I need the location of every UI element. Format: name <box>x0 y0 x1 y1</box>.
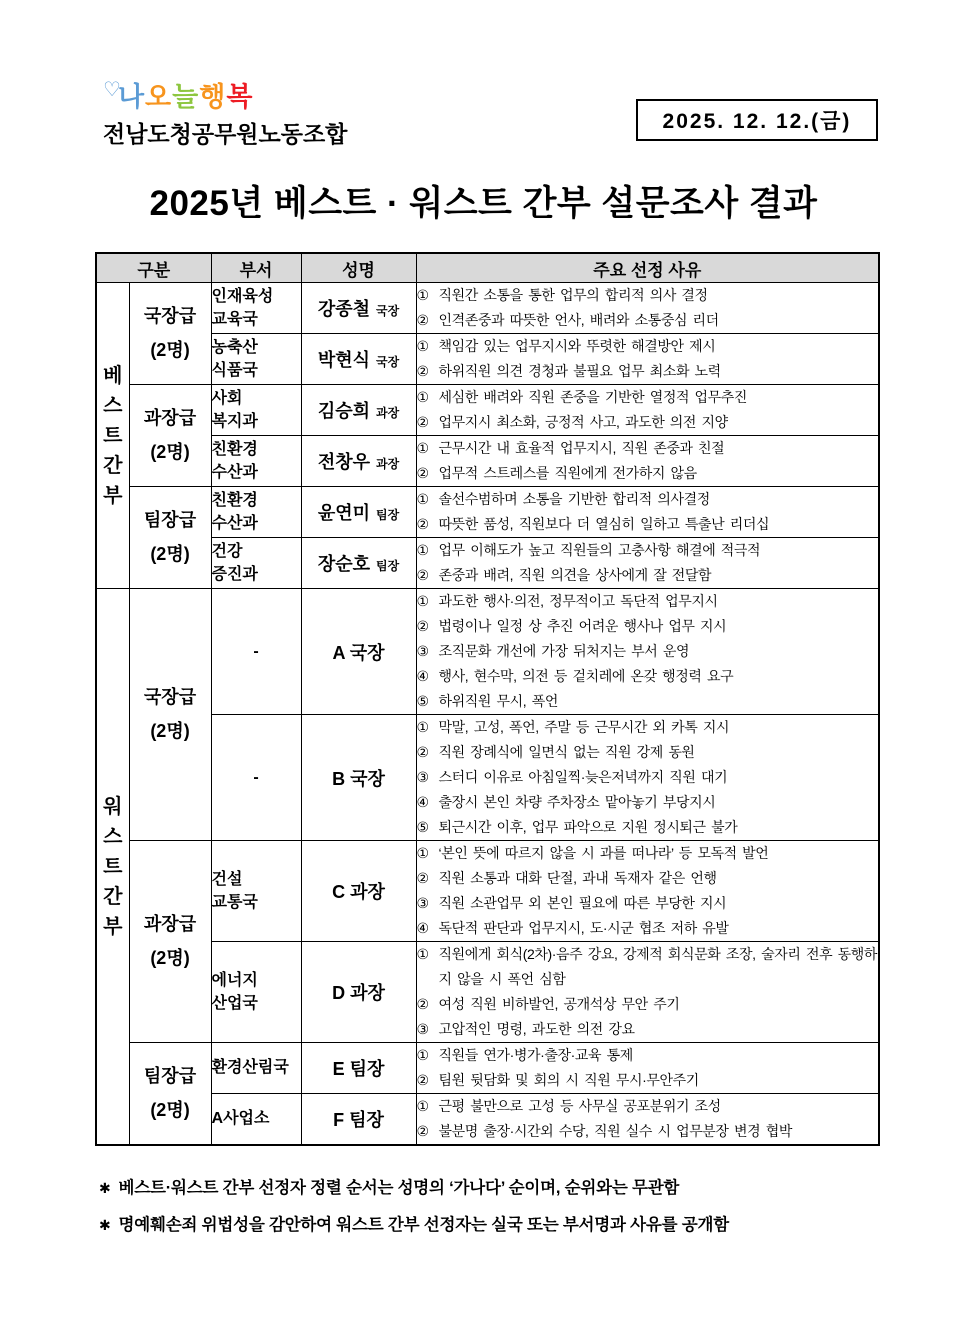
reason-text: 하위직원 의견 경청과 불필요 업무 최소화 노력 <box>438 363 721 379</box>
reasons-cell <box>416 283 879 334</box>
table-header-row <box>96 253 879 283</box>
table-row <box>96 1043 879 1094</box>
level-cell <box>129 589 211 841</box>
dept-line: 친환경 <box>211 491 258 509</box>
circled-number-icon: ② <box>416 465 430 481</box>
table-row <box>96 538 879 589</box>
dept-line: 사회 <box>211 389 243 407</box>
reason-line <box>417 992 879 1017</box>
circled-number-icon: ③ <box>416 895 430 911</box>
table-row <box>96 942 879 1043</box>
circled-number-icon: ① <box>416 287 430 303</box>
circled-number-icon: ② <box>416 996 430 1012</box>
reason-text: 인격존중과 따뜻한 언사, 배려와 소통중심 리더 <box>438 312 719 328</box>
dept-line: 교통국 <box>211 894 258 911</box>
circled-number-icon: ② <box>416 567 430 583</box>
table-row <box>96 385 879 436</box>
dept-line: - <box>253 642 259 660</box>
level-cell <box>129 283 211 385</box>
level-cell <box>129 1043 211 1146</box>
group-cell <box>96 589 129 1146</box>
reason-line <box>417 1043 879 1068</box>
level-label: 과장급 <box>143 408 197 429</box>
person-title: 과장 <box>376 406 400 420</box>
dept-cell <box>211 1094 301 1146</box>
reason-line <box>417 866 879 891</box>
circled-number-icon: ⑤ <box>416 819 430 835</box>
reason-line <box>417 487 879 512</box>
dept-line: A사업소 <box>211 1110 270 1128</box>
level-count: (2명) <box>150 947 190 968</box>
reasons-cell <box>416 385 879 436</box>
reasons-cell <box>416 1043 879 1094</box>
circled-number-icon: ② <box>416 312 430 328</box>
reason-line <box>417 1017 879 1042</box>
dept-line: 교육국 <box>211 311 258 328</box>
level-label: 국장급 <box>143 687 197 708</box>
reasons-cell <box>416 942 879 1043</box>
level-cell <box>129 841 211 1043</box>
dept-cell <box>211 283 301 334</box>
circled-number-icon: ② <box>416 618 430 634</box>
dept-line: 에너지 <box>211 971 258 989</box>
reasons-cell <box>416 436 879 487</box>
person-title: 국장 <box>376 355 400 369</box>
reason-text: 근무시간 내 효율적 업무지시, 직원 존중과 친절 <box>438 440 725 456</box>
level-label: 팀장급 <box>143 510 197 531</box>
circled-number-icon: ④ <box>416 668 430 684</box>
dept-cell <box>211 1043 301 1094</box>
circled-number-icon: ④ <box>416 794 430 810</box>
reason-line <box>417 790 879 815</box>
reason-text: 직원에게 회식(2차)·음주 강요, 강제적 회식문화 조장, 술자리 전후 동행하지 않을 시 폭언 심함 <box>438 946 878 987</box>
name-cell <box>301 942 416 1043</box>
circled-number-icon: ⑤ <box>416 693 430 709</box>
circled-number-icon: ① <box>416 1047 430 1063</box>
reason-text: 업무 이해도가 높고 직원들의 고충사항 해결에 적극적 <box>438 542 761 558</box>
reason-text: 퇴근시간 이후, 업무 파악으로 지원 정시퇴근 불가 <box>438 819 738 835</box>
group-label: 워스트간부 <box>103 795 123 938</box>
person-name: 장순호 <box>317 554 370 574</box>
reasons-cell <box>416 841 879 942</box>
circled-number-icon: ② <box>416 414 430 430</box>
circled-number-icon: ② <box>416 1072 430 1088</box>
dept-cell <box>211 538 301 589</box>
reason-text: 세심한 배려와 직원 존중을 기반한 열정적 업무추진 <box>438 389 748 405</box>
dept-cell <box>211 715 301 841</box>
header-sayu: 주요 선정 사유 <box>416 253 879 283</box>
reason-text: 직원 소관업무 외 본인 필요에 따른 부당한 지시 <box>438 895 727 911</box>
reason-text: 출장시 본인 차량 주차장소 맡아놓기 부당지시 <box>438 794 716 810</box>
person-name: C 과장 <box>332 882 385 902</box>
reason-line <box>417 334 879 359</box>
name-cell <box>301 589 416 715</box>
table-row <box>96 436 879 487</box>
person-title: 팀장 <box>376 559 400 573</box>
dept-line: 환경산림국 <box>211 1059 289 1077</box>
person-title: 과장 <box>376 457 400 471</box>
circled-number-icon: ① <box>416 946 430 962</box>
reason-text: 존중과 배려, 직원 의견을 상사에게 잘 전달함 <box>438 567 712 583</box>
person-name: 윤연미 <box>317 503 370 523</box>
reason-text: 업무적 스트레스를 직원에게 전가하지 않음 <box>438 465 697 481</box>
reasons-cell <box>416 538 879 589</box>
group-label: 베스트간부 <box>103 364 123 507</box>
dept-line: - <box>253 768 259 786</box>
circled-number-icon: ④ <box>416 920 430 936</box>
circled-number-icon: ① <box>416 338 430 354</box>
reason-line <box>417 436 879 461</box>
level-count: (2명) <box>150 441 190 462</box>
name-cell <box>301 283 416 334</box>
reason-line <box>417 815 879 840</box>
name-cell <box>301 1043 416 1094</box>
name-cell <box>301 385 416 436</box>
level-count: (2명) <box>150 720 190 741</box>
footnote-2-text: 명예훼손죄 위법성을 감안하여 워스트 간부 선정자는 실국 또는 부서명과 사유를 공개함 <box>118 1216 729 1235</box>
reason-line <box>417 1119 879 1144</box>
name-cell <box>301 334 416 385</box>
name-cell <box>301 538 416 589</box>
reason-text: 행사, 현수막, 의전 등 겉치레에 온갖 행정력 요구 <box>438 668 734 684</box>
logo-brand-text <box>103 79 347 112</box>
circled-number-icon: ① <box>416 491 430 507</box>
union-logo <box>103 79 348 149</box>
circled-number-icon: ③ <box>416 643 430 659</box>
circled-number-icon: ① <box>416 440 430 456</box>
reason-line <box>417 614 879 639</box>
page-title: 2025년 베스트 · 워스트 간부 설문조사 결과 <box>149 184 818 223</box>
circled-number-icon: ② <box>416 516 430 532</box>
reason-text: ‘본인 뜻에 따르지 않을 시 과를 떠나라’ 등 모독적 발언 <box>438 845 769 861</box>
reason-text: 직원 장례식에 일면식 없는 직원 강제 동원 <box>438 744 695 760</box>
reason-text: 여성 직원 비하발언, 공개석상 무안 주기 <box>438 996 680 1012</box>
reason-text: 직원간 소통을 통한 업무의 합리적 의사 결정 <box>438 287 708 303</box>
reason-text: 고압적인 명령, 과도한 의전 강요 <box>438 1021 635 1037</box>
table-row <box>96 334 879 385</box>
reason-line <box>417 765 879 790</box>
table-row <box>96 841 879 942</box>
person-name: 전창우 <box>317 452 370 472</box>
level-label: 팀장급 <box>143 1066 197 1087</box>
level-cell <box>129 385 211 487</box>
reason-text: 조직문화 개선에 가장 뒤처지는 부서 운영 <box>438 643 690 659</box>
logo-char: 오 <box>145 82 173 112</box>
person-name: B 국장 <box>332 768 385 789</box>
circled-number-icon: ③ <box>416 769 430 785</box>
reason-text: 과도한 행사·의전, 정무적이고 독단적 업무지시 <box>438 593 718 609</box>
circled-number-icon: ② <box>416 870 430 886</box>
reason-line <box>417 916 879 941</box>
dept-cell <box>211 841 301 942</box>
asterisk-icon: ✱ <box>99 1180 111 1196</box>
person-name: 김승희 <box>317 401 370 421</box>
reasons-cell <box>416 334 879 385</box>
asterisk-icon: ✱ <box>99 1217 111 1234</box>
survey-table <box>95 252 880 1146</box>
reason-line <box>417 359 879 384</box>
footnote-2 <box>99 1215 889 1236</box>
reason-text: 책임감 있는 업무지시와 뚜렷한 해결방안 제시 <box>438 338 716 354</box>
reason-line <box>417 715 879 740</box>
logo-brand-chars <box>118 82 253 112</box>
reason-text: 솔선수범하며 소통을 기반한 합리적 의사결정 <box>438 491 710 507</box>
person-name: 박현식 <box>317 350 370 370</box>
reason-line <box>417 308 879 333</box>
name-cell <box>301 436 416 487</box>
heart-icon: ♡ <box>103 79 122 101</box>
reason-text: 법령이나 일정 상 추진 어려운 행사나 업무 지시 <box>438 618 727 634</box>
dept-cell <box>211 385 301 436</box>
reason-line <box>417 1094 879 1119</box>
dept-line: 친환경 <box>211 440 258 458</box>
person-name: 강종철 <box>317 299 370 319</box>
header-buseo: 부서 <box>211 253 301 283</box>
circled-number-icon: ① <box>416 719 430 735</box>
table-row <box>96 589 879 715</box>
person-title: 국장 <box>376 304 400 318</box>
logo-char: 늘 <box>172 82 200 112</box>
name-cell <box>301 1094 416 1146</box>
footnotes <box>99 1178 889 1253</box>
level-label: 과장급 <box>143 914 197 935</box>
header-seongmyeong: 성명 <box>301 253 416 283</box>
level-count: (2명) <box>150 543 190 564</box>
reason-text: 근평 불만으로 고성 등 사무실 공포분위기 조성 <box>438 1098 721 1114</box>
reason-text: 독단적 판단과 업무지시, 도·시군 협조 저하 유발 <box>438 920 729 936</box>
reason-line <box>417 891 879 916</box>
reason-text: 직원들 연가·병가·출장·교육 통제 <box>438 1047 633 1063</box>
dept-cell <box>211 436 301 487</box>
dept-cell <box>211 942 301 1043</box>
circled-number-icon: ① <box>416 542 430 558</box>
table-row <box>96 283 879 334</box>
table-row <box>96 487 879 538</box>
person-name: F 팀장 <box>333 1110 384 1130</box>
dept-line: 산업국 <box>211 995 258 1012</box>
dept-line: 수산과 <box>211 515 258 532</box>
logo-char: 복 <box>226 82 254 112</box>
reason-text: 불분명 출장·시간외 수당, 직원 실수 시 업무분장 변경 협박 <box>438 1123 793 1139</box>
reason-line <box>417 461 879 486</box>
table-body <box>96 283 879 1146</box>
level-cell <box>129 487 211 589</box>
reason-line <box>417 589 879 614</box>
reason-line <box>417 664 879 689</box>
person-name: A 국장 <box>332 642 385 663</box>
level-label: 국장급 <box>143 306 197 327</box>
dept-line: 건강 <box>211 542 243 560</box>
reason-text: 막말, 고성, 폭언, 주말 등 근무시간 외 카톡 지시 <box>438 719 730 735</box>
date-text: 2025. 12. 12.(금) <box>662 110 852 133</box>
group-cell <box>96 283 129 589</box>
reason-line <box>417 538 879 563</box>
dept-cell <box>211 589 301 715</box>
level-count: (2명) <box>150 1099 190 1120</box>
person-title: 팀장 <box>376 508 400 522</box>
circled-number-icon: ① <box>416 389 430 405</box>
dept-cell <box>211 487 301 538</box>
footnote-1-text: 베스트·워스트 간부 선정자 정렬 순서는 성명의 ‘가나다’ 순이며, 순위와는 무관함 <box>118 1179 680 1197</box>
reason-text: 직원 소통과 대화 단절, 과내 독재자 같은 언행 <box>438 870 717 886</box>
reason-text: 팀원 뒷담화 및 회의 시 직원 무시·무안주기 <box>438 1072 699 1088</box>
dept-line: 식품국 <box>211 362 258 379</box>
level-count: (2명) <box>150 339 190 360</box>
reasons-cell <box>416 487 879 538</box>
dept-line: 인재육성 <box>211 287 274 305</box>
circled-number-icon: ① <box>416 845 430 861</box>
dept-line: 수산과 <box>211 464 258 481</box>
reason-line <box>417 563 879 588</box>
reason-line <box>417 639 879 664</box>
dept-line: 농축산 <box>211 338 258 356</box>
dept-line: 복지과 <box>211 413 258 430</box>
reason-line <box>417 942 879 992</box>
reason-line <box>417 512 879 537</box>
survey-table-wrap <box>95 252 880 1146</box>
reason-line <box>417 689 879 714</box>
reasons-cell <box>416 589 879 715</box>
reason-line <box>417 841 879 866</box>
reason-line <box>417 283 879 308</box>
organization-name: 전남도청공무원노동조합 <box>103 121 348 147</box>
table-row <box>96 1094 879 1146</box>
reason-text: 업무지시 최소화, 긍정적 사고, 과도한 의전 지양 <box>438 414 728 430</box>
name-cell <box>301 841 416 942</box>
circled-number-icon: ② <box>416 1123 430 1139</box>
header-gubun: 구분 <box>96 253 211 283</box>
reason-line <box>417 740 879 765</box>
dept-line: 건설 <box>211 870 243 888</box>
reason-text: 스터디 이유로 아침일찍·늦은저녁까지 직원 대기 <box>438 769 728 785</box>
date-box <box>636 99 878 141</box>
name-cell <box>301 715 416 841</box>
person-name: E 팀장 <box>332 1059 385 1079</box>
circled-number-icon: ① <box>416 1098 430 1114</box>
reason-line <box>417 1068 879 1093</box>
reason-text: 따뜻한 품성, 직원보다 더 열심히 일하고 특출난 리더십 <box>438 516 770 532</box>
dept-line: 증진과 <box>211 566 258 583</box>
circled-number-icon: ③ <box>416 1021 430 1037</box>
circled-number-icon: ① <box>416 593 430 609</box>
circled-number-icon: ② <box>416 363 430 379</box>
reason-line <box>417 385 879 410</box>
reason-text: 하위직원 무시, 폭언 <box>438 693 558 709</box>
name-cell <box>301 487 416 538</box>
reasons-cell <box>416 715 879 841</box>
circled-number-icon: ② <box>416 744 430 760</box>
footnote-1 <box>99 1178 889 1199</box>
person-name: D 과장 <box>332 983 385 1003</box>
reason-line <box>417 410 879 435</box>
dept-cell <box>211 334 301 385</box>
logo-char: 행 <box>199 82 227 112</box>
table-row <box>96 715 879 841</box>
logo-char: 나 <box>117 82 146 112</box>
reasons-cell <box>416 1094 879 1146</box>
